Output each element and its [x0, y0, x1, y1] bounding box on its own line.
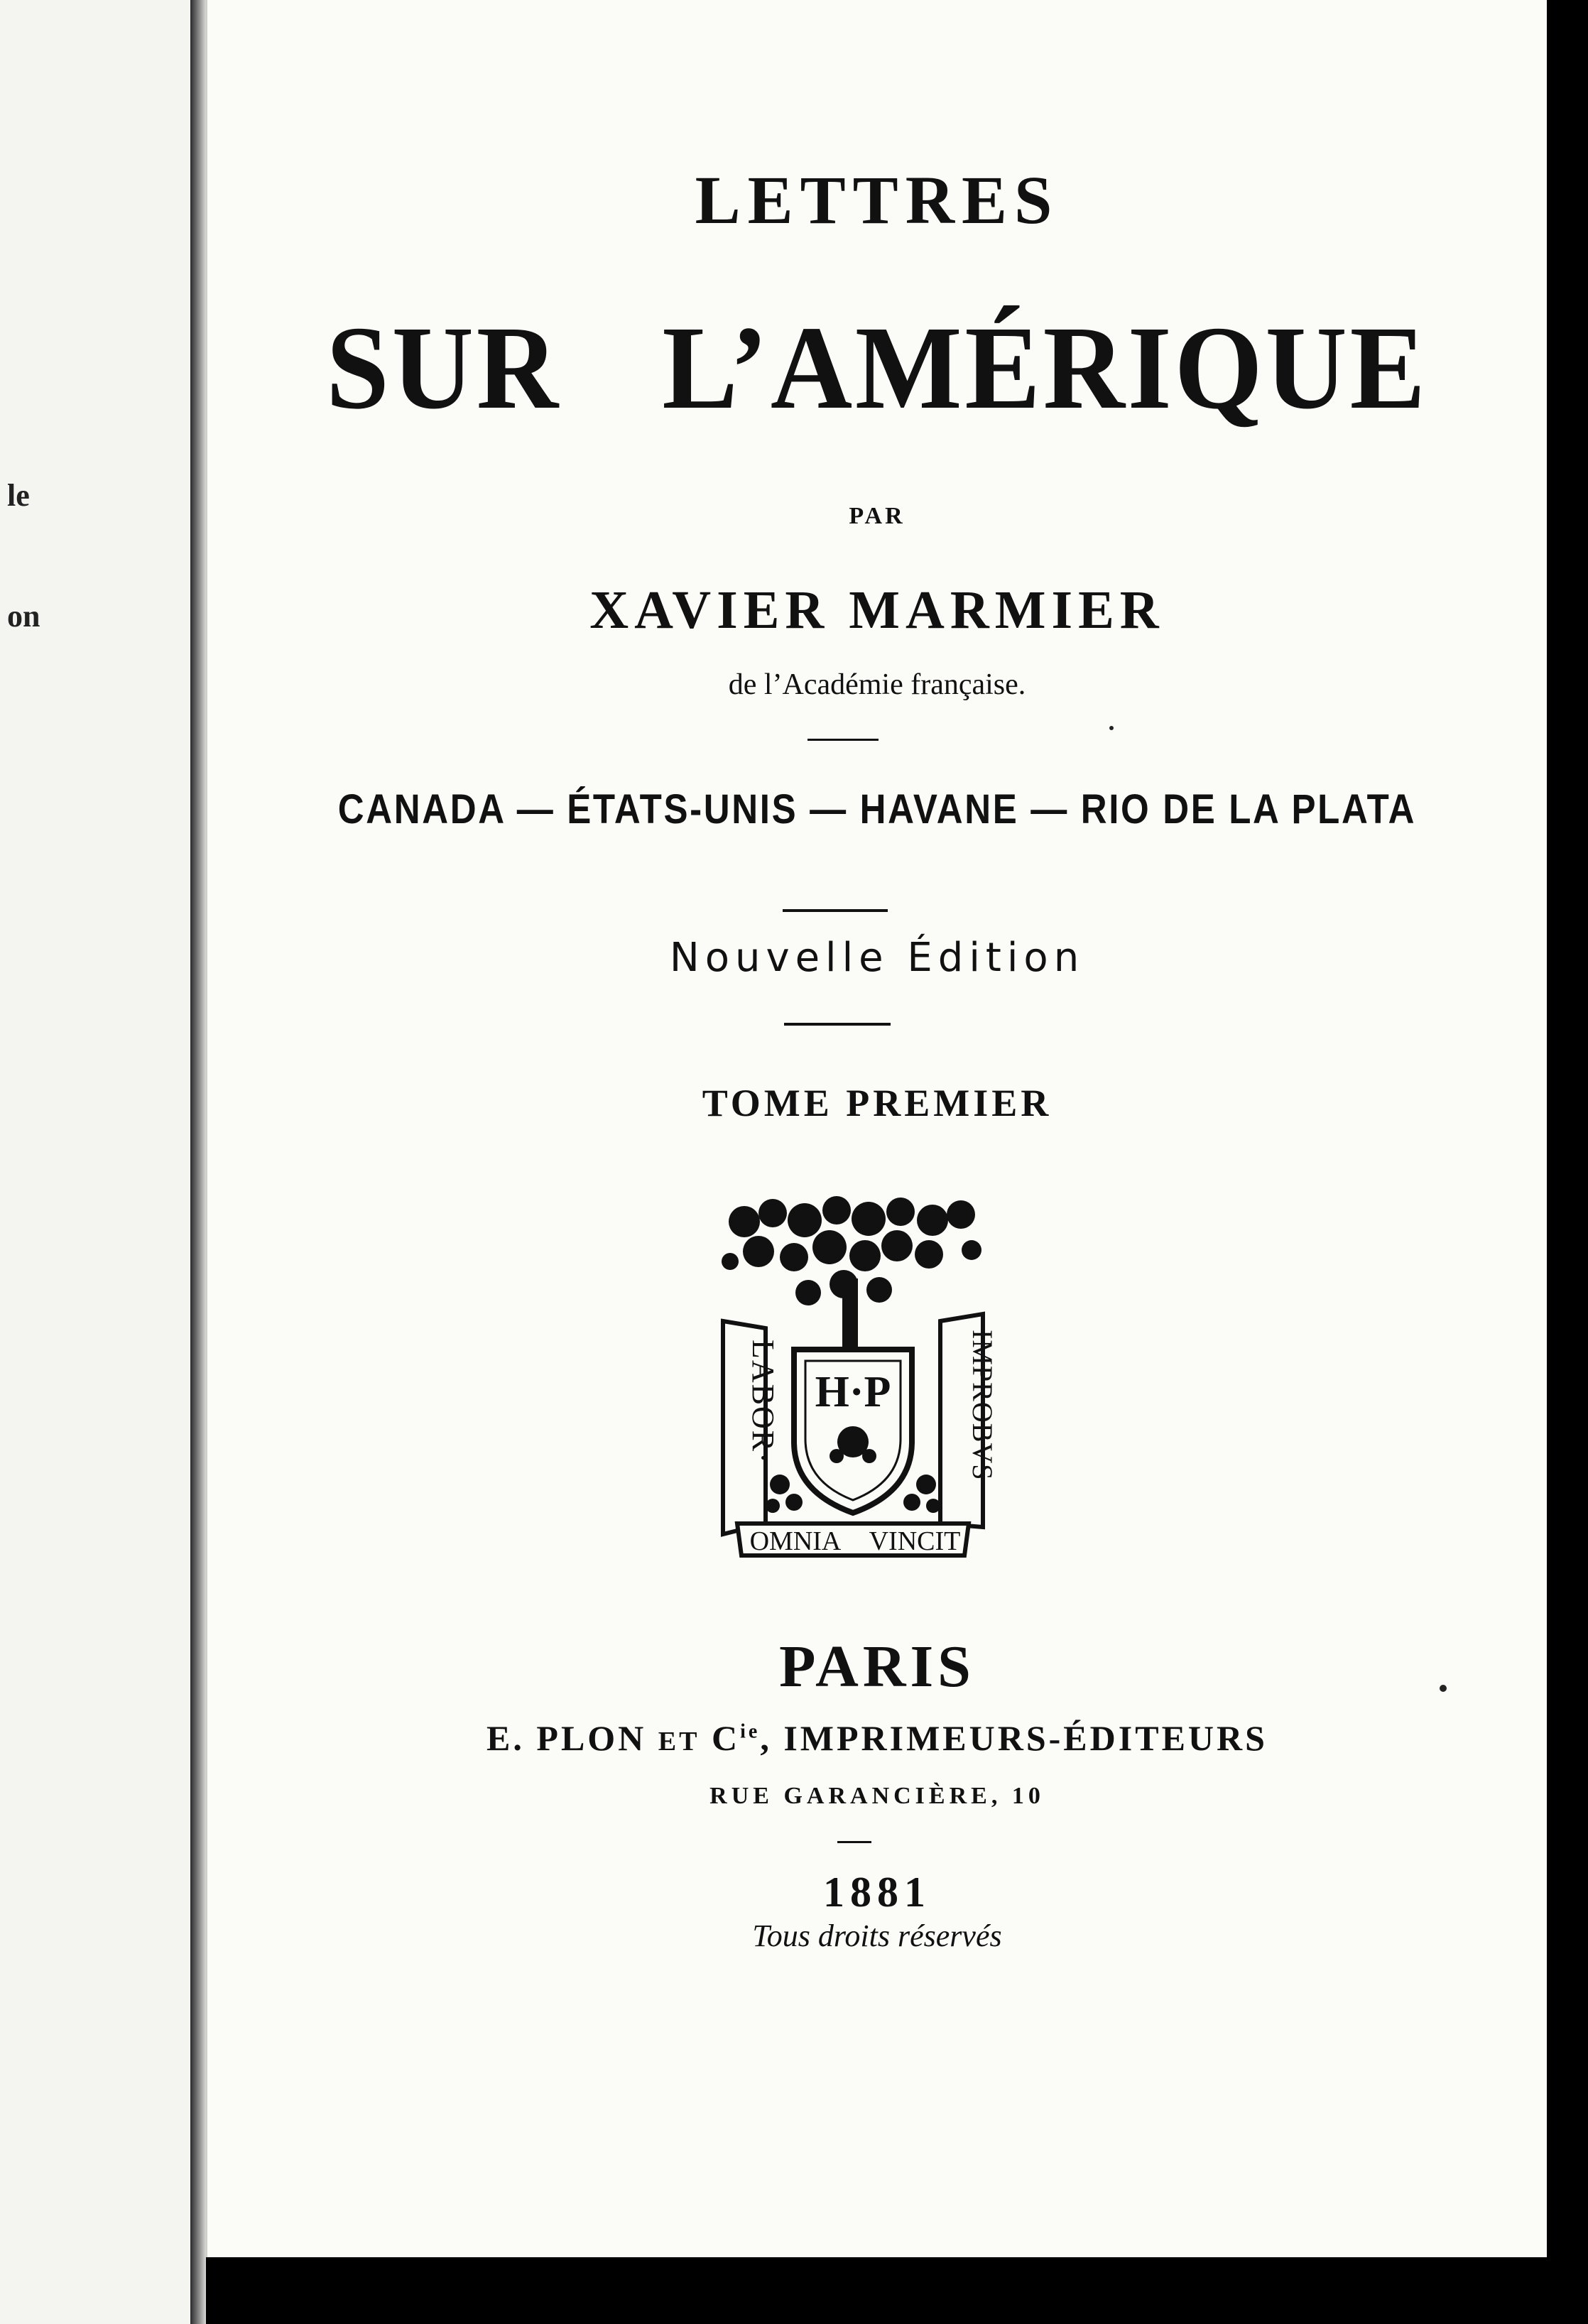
volume-label: TOME PREMIER — [702, 1082, 1053, 1124]
facing-page — [0, 0, 192, 2324]
edition-label: Nouvelle Édition — [669, 935, 1085, 981]
title-line-2 — [241, 300, 1513, 437]
title-line-1: LETTRES — [695, 162, 1060, 238]
rights-notice: Tous droits réservés — [752, 1918, 1002, 1953]
emblem-ribbon-bottom-left: OMNIA — [749, 1526, 842, 1556]
facing-page-fragment: on — [7, 599, 40, 634]
divider-rule — [783, 909, 888, 912]
imprint-city: PARIS — [779, 1634, 975, 1700]
divider-rule — [784, 1023, 891, 1026]
title-word-amerique: L’AMÉRIQUE — [662, 302, 1428, 434]
imprint-publisher — [207, 1717, 1547, 1759]
divider-rule — [807, 739, 879, 741]
divider-rule — [837, 1841, 871, 1843]
author-name: XAVIER MARMIER — [589, 580, 1165, 640]
emblem-ribbon-right: IMPROBVS· — [967, 1330, 999, 1491]
publisher-name: E. PLON — [486, 1718, 658, 1758]
publisher-company: C — [700, 1718, 741, 1758]
emblem-monogram: H·P — [815, 1368, 891, 1416]
publisher-company-suffix: ie — [740, 1720, 761, 1743]
by-label: PAR — [849, 503, 906, 529]
imprint-address: RUE GARANCIÈRE, 10 — [709, 1783, 1045, 1809]
author-affiliation: de l’Académie française. — [728, 668, 1026, 701]
print-speck — [1440, 1685, 1447, 1692]
emblem-ribbon-left: LABOR· — [746, 1340, 781, 1465]
facing-page-fragment: le — [7, 478, 30, 513]
imprint-year: 1881 — [823, 1869, 931, 1916]
places-subtitle: CANADA — ÉTATS-UNIS — HAVANE — RIO DE LA PLATA — [337, 786, 1417, 832]
book-gutter — [190, 0, 206, 2324]
print-speck — [1109, 726, 1114, 730]
title-word-sur: SUR — [326, 302, 561, 434]
title-page — [206, 0, 1547, 2257]
publisher-et: ET — [658, 1727, 700, 1756]
publisher-role: , IMPRIMEURS-ÉDITEURS — [760, 1718, 1268, 1758]
printer-device-emblem — [716, 1200, 999, 1560]
emblem-ribbon-bottom-right: VINCIT — [869, 1526, 961, 1556]
